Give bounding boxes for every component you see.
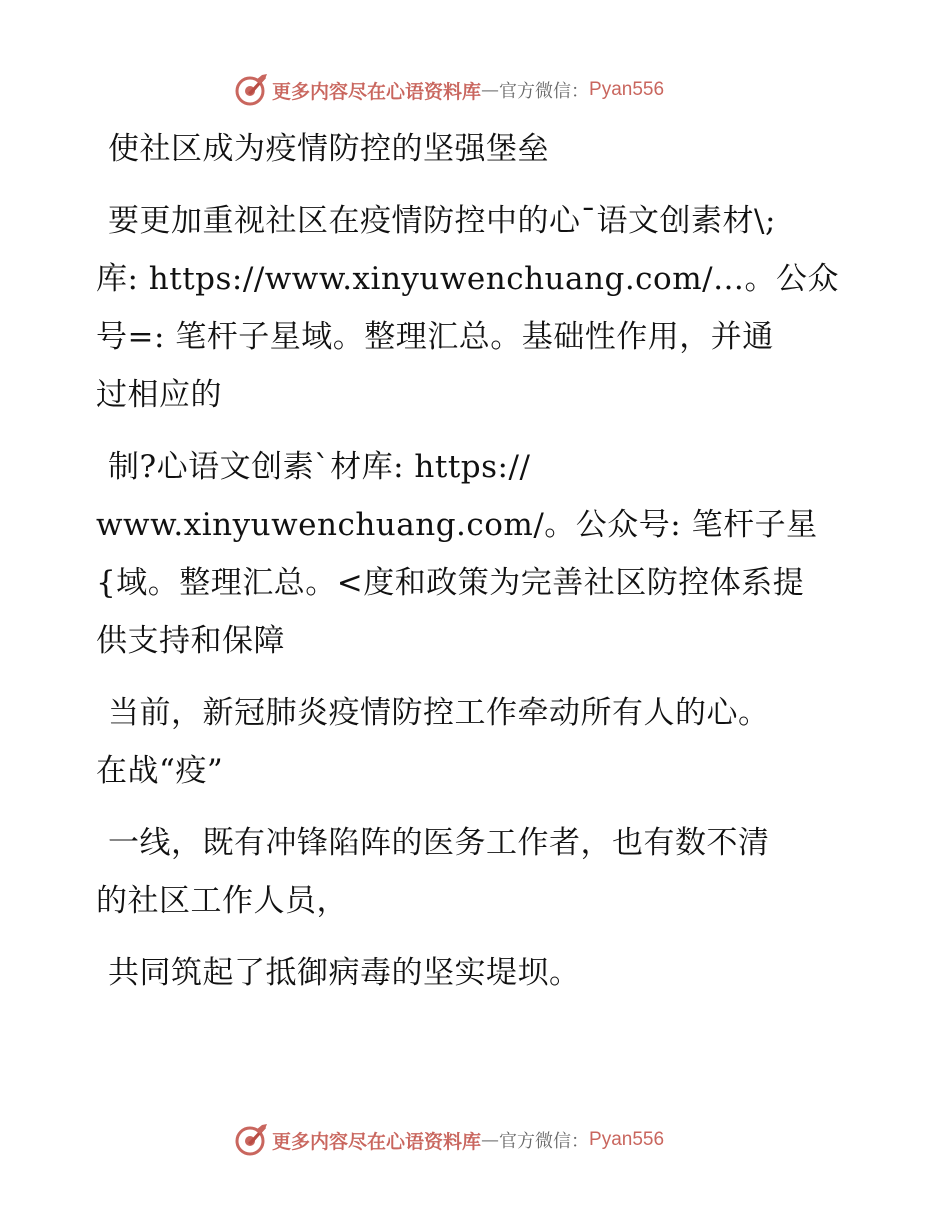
- paragraph-title-line: 使社区成为疫情防控的坚强堡垒: [108, 131, 549, 167]
- document-body: [96, 120, 856, 1002]
- watermark-wechat-label: 官方微信：: [499, 81, 590, 102]
- watermark-separator: —: [481, 1129, 500, 1151]
- watermark-wechat-id: Pyan556: [589, 79, 665, 100]
- watermark-text: 更多内容尽在心语资料库: [272, 1130, 482, 1153]
- paragraph-line: 号=: 笔杆子星域。整理汇总。基础性作用，并通: [96, 319, 774, 355]
- quill-logo-icon: [234, 1123, 268, 1157]
- paragraph-line: 当前，新冠肺炎疫情防控工作牵动所有人的心。: [108, 695, 770, 731]
- watermark-wechat-id: Pyan556: [589, 1129, 665, 1150]
- watermark-text: 更多内容尽在心语资料库: [272, 80, 482, 103]
- paragraph-line: 在战“疫”: [96, 753, 224, 789]
- paragraph-line: 一线，既有冲锋陷阵的医务工作者，也有数不清: [108, 825, 770, 861]
- paragraph-line: 的社区工作人员，: [96, 883, 348, 919]
- paragraph-line: 过相应的: [96, 377, 222, 413]
- paragraph-line: www.xinyuwenchuang.com/。公众号: 笔杆子星: [96, 507, 818, 543]
- paragraph-line: 供支持和保障: [96, 623, 285, 659]
- watermark-wechat-label: 官方微信：: [499, 1131, 590, 1152]
- paragraph-line: 共同筑起了抵御病毒的坚实堤坝。: [108, 955, 581, 991]
- paragraph-line: {域。整理汇总。<度和政策为完善社区防控体系提: [96, 565, 805, 601]
- header-watermark: [234, 72, 664, 108]
- paragraph-line: 库: https://www.xinyuwenchuang.com/…。公众: [96, 261, 840, 297]
- paragraph-line: 要更加重视社区在疫情防控中的心¯语文创素材\;: [108, 203, 776, 239]
- paragraph-line: 制?心语文创素`材库: https://: [108, 449, 531, 485]
- quill-logo-icon: [234, 73, 268, 107]
- watermark-separator: —: [481, 79, 500, 101]
- footer-watermark: [234, 1122, 664, 1158]
